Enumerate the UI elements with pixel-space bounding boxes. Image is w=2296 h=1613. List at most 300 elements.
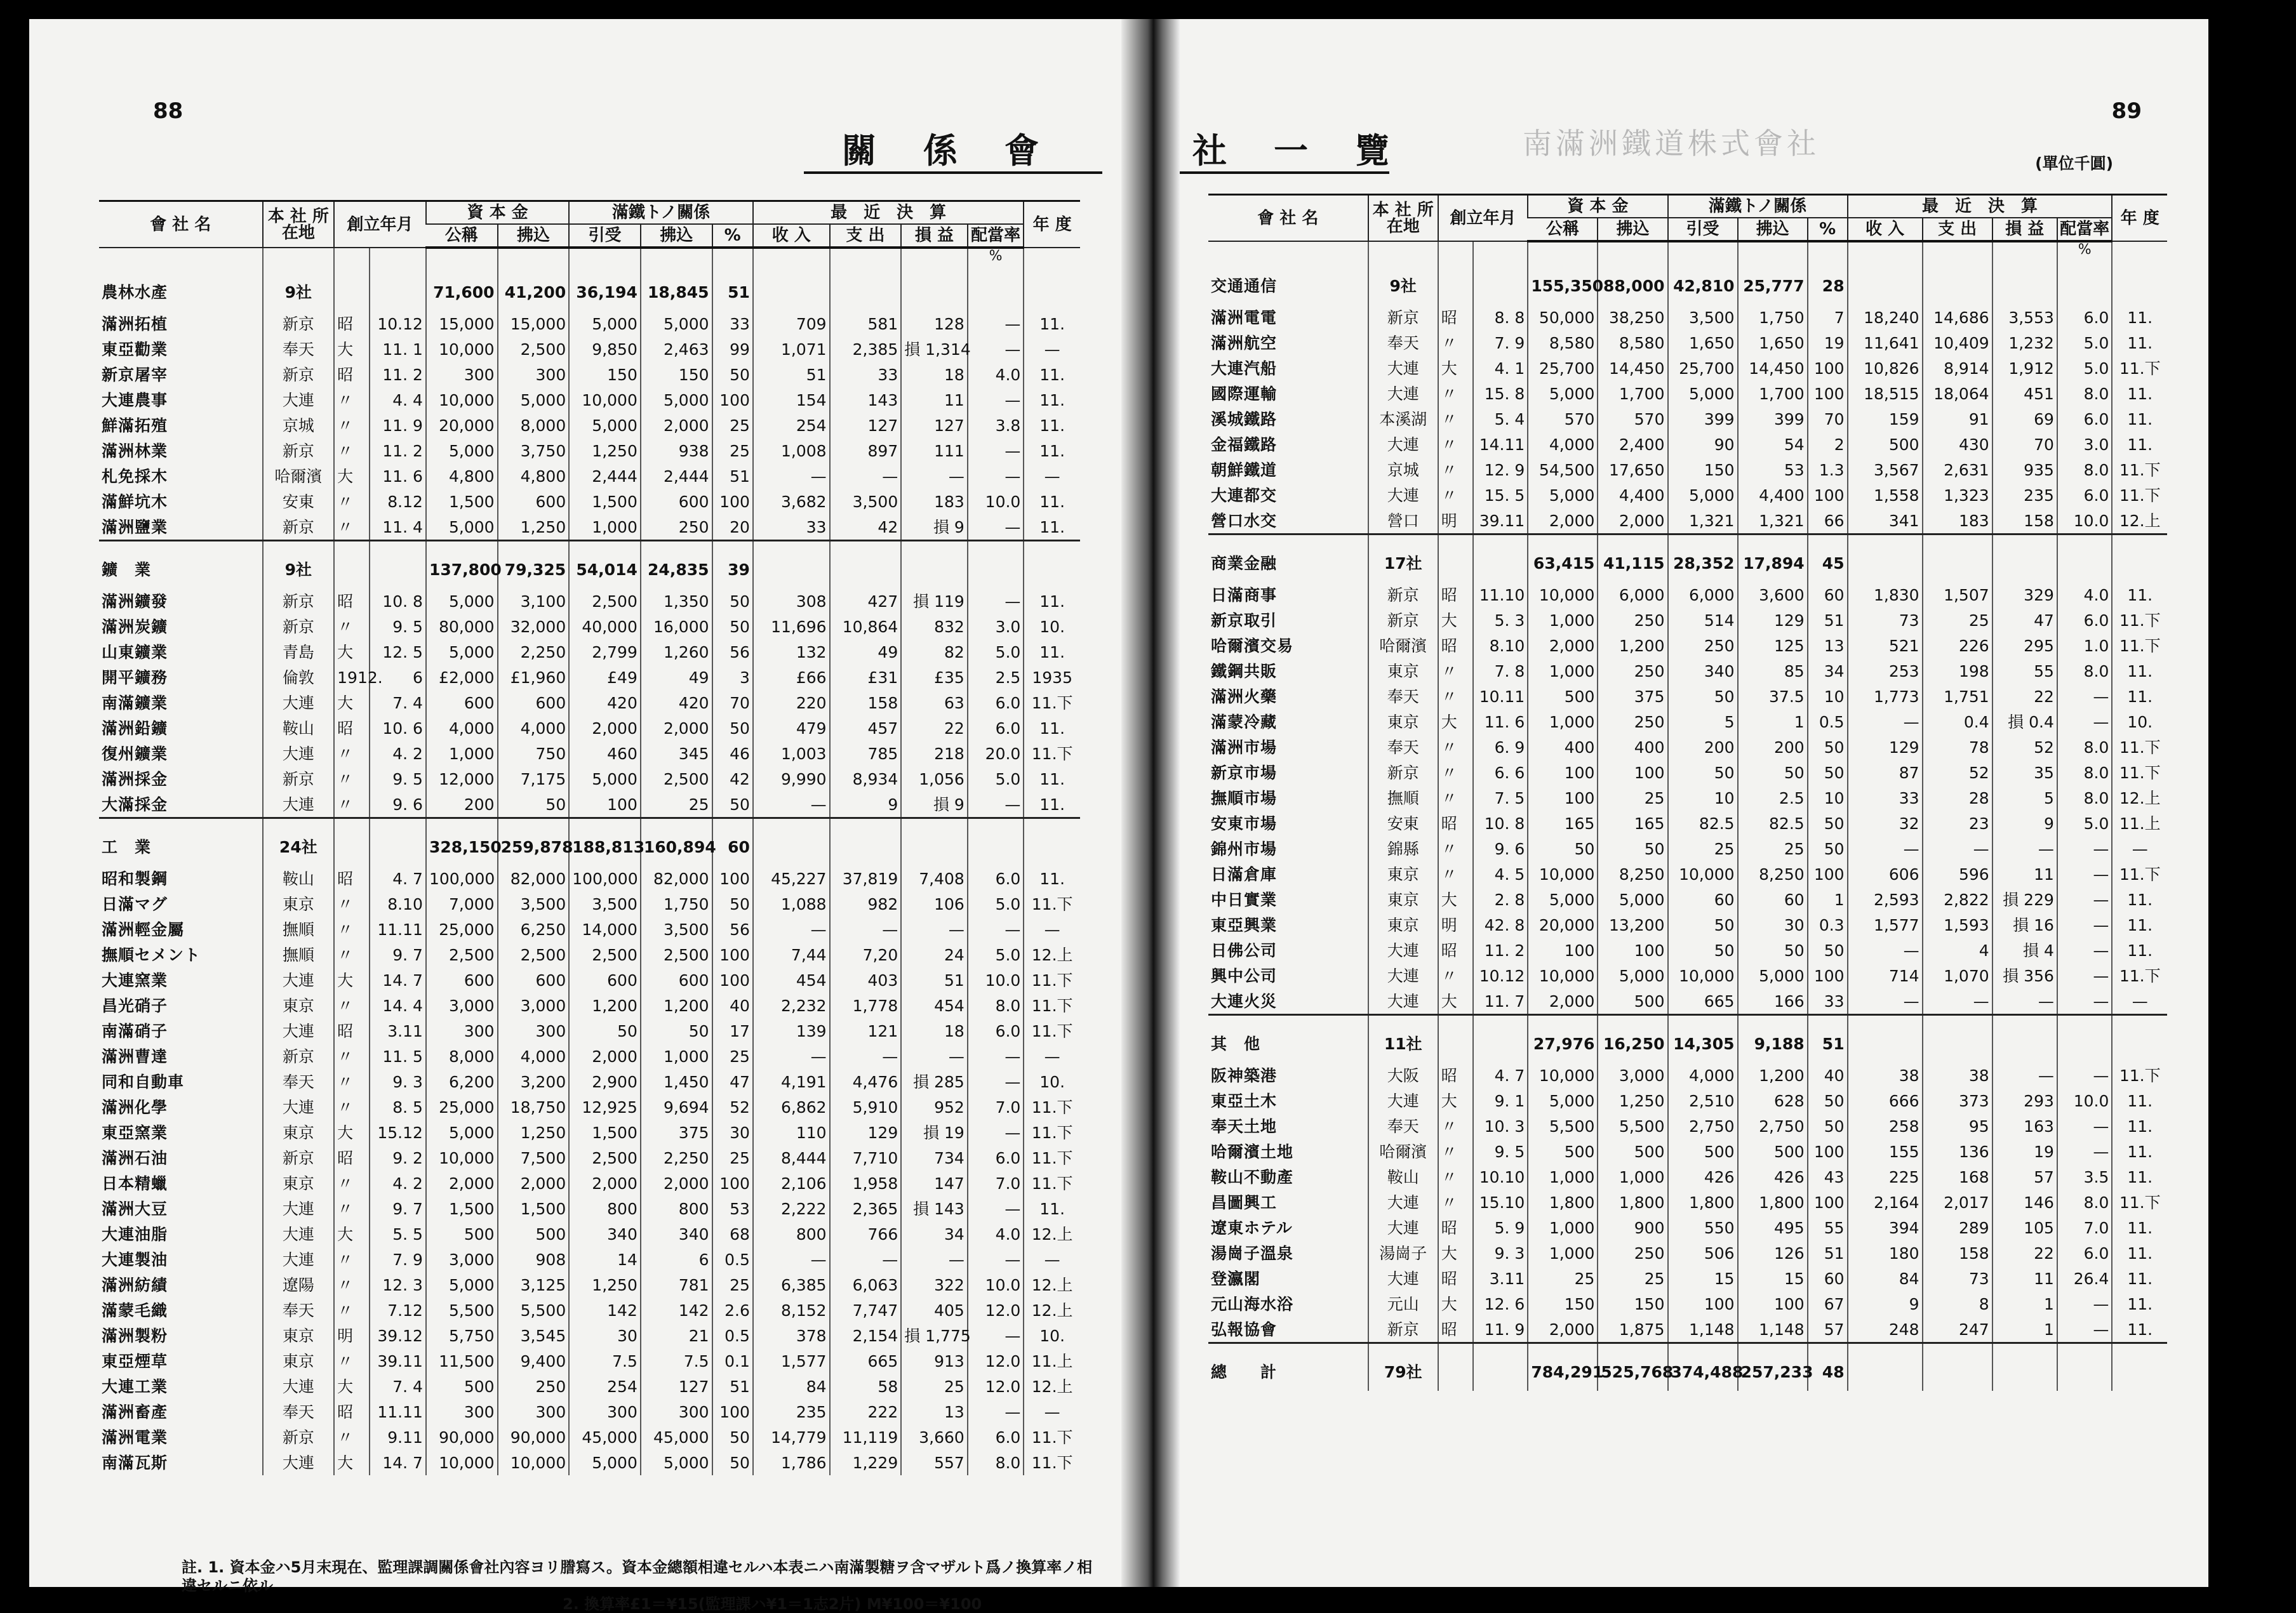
table-cell: 1,000 [1528,1215,1598,1240]
group-total: 24,835 [641,541,712,589]
table-cell: 5.0 [968,766,1024,792]
location-cell: 倫敦 [263,665,335,690]
empty-cell [1598,241,1667,258]
company-name: 哈爾濱交易 [1211,636,1294,655]
group-header-row [1208,258,2167,305]
era-cell: 昭 [334,866,370,891]
table-cell: 1.0 [2057,633,2112,658]
year-cell: 11.下 [2112,963,2167,988]
table-cell: 11. 9 [1473,1317,1528,1343]
location-cell: 大阪 [1368,1063,1438,1088]
table-cell: 427 [830,588,902,614]
table-cell: 損 356 [1992,963,2057,988]
year-cell: 11. [2112,887,2167,912]
column-header: 拂込 [1598,218,1667,241]
era-cell: 大 [1438,1088,1473,1113]
table-cell: 426 [1738,1164,1808,1190]
year-cell: 11.下 [1024,1018,1080,1044]
table-cell: 10.0 [2057,508,2112,534]
table-cell: 1,830 [1848,582,1923,607]
column-header: 會 社 名 [99,201,263,248]
table-cell: 235 [1992,482,2057,508]
table-cell: 8.0 [968,993,1024,1018]
table-cell: 5,000 [1598,887,1667,912]
table-cell: 4,400 [1738,482,1808,508]
table-cell: 7,710 [830,1145,902,1171]
table-cell: 225 [1848,1164,1923,1190]
column-header: % [1808,218,1848,241]
percent-mark: % [968,248,1024,264]
table-cell: 39.11 [1473,508,1528,534]
table-cell: 665 [830,1348,902,1374]
empty-cell [1738,241,1808,258]
table-cell: — [968,792,1024,818]
table-row [99,1450,1080,1475]
table-cell: 5.0 [2057,330,2112,355]
empty-cell [1923,1343,1992,1391]
table-cell: 6,385 [753,1272,830,1298]
era-cell: 〃 [1438,684,1473,709]
era-cell: 〃 [334,917,370,942]
table-cell: 19 [1808,330,1848,355]
table-cell: 8,934 [830,766,902,792]
page-number: 88 [153,98,184,124]
table-cell: 60 [1808,582,1848,607]
table-cell: 3.0 [2057,432,2112,457]
era-cell: 〃 [334,891,370,917]
year-cell: 11. [1024,489,1080,514]
table-cell: 3,500 [498,891,570,917]
table-row [99,311,1080,336]
table-row [99,362,1080,387]
table-cell: 50 [712,792,753,818]
table-cell: 2,463 [641,336,712,362]
table-cell: 損 1,314 [901,336,968,362]
table-cell: 69 [1992,406,2057,432]
table-cell: 14.11 [1473,432,1528,457]
year-cell: 11.下 [1024,1145,1080,1171]
footnote: 2. 換算率£1＝¥15(監理課ハ¥1＝1志2片) M¥100＝¥100 [563,1595,982,1613]
table-row [1208,457,2167,482]
table-cell: 250 [1598,658,1667,684]
company-name: 滿洲拓植 [102,314,168,333]
table-cell: 7. 5 [1473,785,1528,811]
table-row [1208,508,2167,534]
table-cell: 800 [641,1196,712,1221]
table-row [99,1323,1080,1348]
table-cell: 14 [569,1247,641,1272]
table-cell: 2,365 [830,1196,902,1221]
era-cell: 〃 [334,741,370,766]
table-cell: 50 [1808,1113,1848,1139]
location-cell: 東京 [263,891,335,917]
table-cell: 1,000 [1598,1164,1667,1190]
table-cell: 49 [641,665,712,690]
table-cell: 952 [901,1094,968,1120]
column-header: 配當率 [2057,218,2112,241]
era-cell: 〃 [334,438,370,463]
table-cell: 1,148 [1668,1317,1738,1343]
table-cell: 420 [641,690,712,715]
table-cell: 42. 8 [1473,912,1528,938]
table-cell: 18 [901,1018,968,1044]
table-cell: 5,000 [641,387,712,413]
location-cell: 東京 [1368,709,1438,734]
table-cell: 25 [1923,607,1992,633]
location-cell: 新京 [263,514,335,541]
empty-cell [1992,241,2057,258]
table-cell: 2,500 [569,1145,641,1171]
table-cell: — [1992,836,2057,861]
table-cell: 460 [569,741,641,766]
table-cell: 10,000 [1668,861,1738,887]
table-cell: 5. 3 [1473,607,1528,633]
empty-cell [901,248,968,264]
group-header-row [99,264,1080,311]
table-cell: 506 [1668,1240,1738,1266]
company-name: 滿洲炭鑛 [102,617,168,636]
table-cell: 500 [426,1221,498,1247]
table-cell: 100 [1808,861,1848,887]
era-cell: 〃 [334,942,370,967]
table-row [1208,963,2167,988]
table-cell: 4,000 [1528,432,1598,457]
table-cell: 10.0 [968,489,1024,514]
table-cell: 50 [641,1018,712,1044]
empty-cell [753,264,830,311]
location-cell: 新京 [263,766,335,792]
table-cell: 12. 5 [370,639,426,665]
table-cell: 159 [1848,406,1923,432]
table-cell: 9,990 [753,766,830,792]
table-cell: 734 [901,1145,968,1171]
year-cell: 1935 [1024,665,1080,690]
table-cell: 9. 7 [370,942,426,967]
table-cell: 1,250 [498,1120,570,1145]
table-cell: 100 [1738,1291,1808,1317]
table-cell: 52 [1923,760,1992,785]
table-cell: 4,800 [498,463,570,489]
year-cell: 11.下 [2112,1063,2167,1088]
table-cell: 2,444 [569,463,641,489]
table-cell: 7,20 [830,942,902,967]
table-cell: 125 [1738,633,1808,658]
table-cell: 11,500 [426,1348,498,1374]
table-cell: 11. 6 [1473,709,1528,734]
table-cell: 4,400 [1598,482,1667,508]
column-header: 引受 [569,224,641,248]
table-cell: 1,751 [1923,684,1992,709]
table-cell: 50 [1668,760,1738,785]
table-cell: 50 [498,792,570,818]
table-cell: 2,500 [641,766,712,792]
table-row [99,1044,1080,1069]
table-cell: 50 [1808,811,1848,836]
table-cell: 99 [712,336,753,362]
grand-total-value: 525,768 [1598,1343,1667,1391]
table-cell: 1,200 [1738,1063,1808,1088]
table-cell: 143 [830,387,902,413]
group-total: 9,188 [1738,1015,1808,1063]
table-cell: 1,750 [641,891,712,917]
table-cell: 95 [1923,1113,1992,1139]
table-cell: 40 [1808,1063,1848,1088]
year-cell: 11.下 [1024,1171,1080,1196]
year-cell: 12.上 [1024,1221,1080,1247]
table-cell: 600 [426,967,498,993]
location-cell: 新京 [263,1145,335,1171]
table-cell: 35 [1992,760,2057,785]
group-count: 24社 [263,818,335,866]
table-cell: 54 [1738,432,1808,457]
table-cell: 600 [641,489,712,514]
location-cell: 京城 [1368,457,1438,482]
company-name: 滿洲林業 [102,441,168,460]
table-cell: 12.0 [968,1298,1024,1323]
table-cell: 1,321 [1738,508,1808,534]
table-cell: 6.0 [968,1424,1024,1450]
table-cell: 損 1,775 [901,1323,968,1348]
table-cell: 4,000 [426,715,498,741]
table-row [1208,760,2167,785]
table-cell: 100 [712,1399,753,1424]
table-cell: 2,631 [1923,457,1992,482]
table-cell: 6 [370,665,426,690]
table-row [99,1374,1080,1399]
table-cell: 132 [753,639,830,665]
year-cell: 11. [2112,582,2167,607]
table-cell: 50 [1598,836,1667,861]
table-cell: 128 [901,311,968,336]
era-cell: 〃 [1438,457,1473,482]
table-cell: 8.0 [2057,1190,2112,1215]
table-cell: 111 [901,438,968,463]
table-cell: 5,750 [426,1323,498,1348]
location-cell: 大連 [1368,1266,1438,1291]
table-cell: 293 [1992,1088,2057,1113]
era-cell: 〃 [1438,760,1473,785]
location-cell: 大連 [1368,355,1438,381]
table-row [1208,861,2167,887]
table-cell: 665 [1668,988,1738,1015]
table-cell: 11. 2 [370,438,426,463]
table-cell: 84 [1848,1266,1923,1291]
grand-total-count: 79社 [1368,1343,1438,1391]
company-name: 東亞勸業 [102,340,168,359]
location-cell: 本溪湖 [1368,406,1438,432]
empty-cell [2112,1015,2167,1063]
era-cell: 大 [1438,988,1473,1015]
table-cell: 2,000 [1598,508,1667,534]
table-cell: 14. 7 [370,1450,426,1475]
era-cell: 〃 [334,387,370,413]
table-cell: 3,500 [641,917,712,942]
table-cell: 200 [426,792,498,818]
year-cell: 11. [1024,639,1080,665]
table-cell: 1,250 [569,1272,641,1298]
table-cell: 24 [901,942,968,967]
table-cell: — [1848,709,1923,734]
table-cell: 67 [1808,1291,1848,1317]
table-cell: 7.5 [641,1348,712,1374]
table-cell: 51 [1808,607,1848,633]
table-cell: 損 229 [1992,887,2057,912]
table-cell: 399 [1668,406,1738,432]
table-cell: 15.10 [1473,1190,1528,1215]
table-cell: 1,071 [753,336,830,362]
era-cell: 昭 [1438,1317,1473,1343]
table-cell: 11.11 [370,917,426,942]
empty-cell [1024,264,1080,311]
table-cell: 666 [1848,1088,1923,1113]
location-cell: 哈爾濱 [1368,633,1438,658]
table-row [1208,734,2167,760]
table-cell: 400 [1598,734,1667,760]
empty-cell [753,818,830,866]
table-row [1208,1063,2167,1088]
group-header-row [99,818,1080,866]
table-cell: 100,000 [569,866,641,891]
company-name: 滿洲採金 [102,769,168,788]
location-cell: 新京 [263,1424,335,1450]
table-cell: 1,912 [1992,355,2057,381]
table-cell: — [968,514,1024,541]
table-cell: 106 [901,891,968,917]
group-total: 45 [1808,534,1848,583]
table-cell: 596 [1923,861,1992,887]
table-row [99,1171,1080,1196]
table-cell: 47 [1992,607,2057,633]
company-name: 撫順セメント [102,945,201,964]
table-cell: 22 [1992,684,2057,709]
table-cell: 損 4 [1992,938,2057,963]
company-name: 日滿マグ [102,894,168,913]
table-cell: 12. 3 [370,1272,426,1298]
table-cell: 5,000 [641,311,712,336]
table-cell: 300 [426,1399,498,1424]
year-cell: 11.下 [1024,1424,1080,1450]
location-cell: 大連 [1368,1190,1438,1215]
location-cell: 鞍山 [263,866,335,891]
column-header: 損 益 [901,224,968,248]
table-row [99,741,1080,766]
table-cell: 10 [1808,684,1848,709]
table-cell: 14,450 [1738,355,1808,381]
era-cell: 〃 [334,792,370,818]
location-cell: 遼陽 [263,1272,335,1298]
company-name: 湯崗子溫泉 [1211,1244,1294,1263]
table-cell: 495 [1738,1215,1808,1240]
table-row [99,993,1080,1018]
table-cell: 1 [1808,887,1848,912]
table-cell: 25 [1668,836,1738,861]
table-cell: 378 [753,1323,830,1348]
column-header: 年 度 [2112,195,2167,242]
table-cell: 166 [1738,988,1808,1015]
table-cell: 1,200 [641,993,712,1018]
footnote: 註. 1. 資本金ハ5月末現在、監理課調關係會社內容ヨリ謄寫ス。資本金總額相違セルハ本表ニハ南滿製糖ヲ含マザルト爲ノ換算率ノ相違セルニ依ル [182,1558,1093,1595]
table-cell: 165 [1598,811,1667,836]
table-row [1208,1317,2167,1343]
year-cell: 11.下 [1024,1120,1080,1145]
table-cell: 10,000 [1668,963,1738,988]
era-cell: 〃 [334,1298,370,1323]
table-cell: 0.5 [712,1247,753,1272]
location-cell: 奉天 [263,1298,335,1323]
table-cell: — [2057,988,2112,1015]
table-cell: 1,232 [1992,330,2057,355]
table-row [1208,1190,2167,1215]
table-cell: 147 [901,1171,968,1196]
stamp: 南滿洲鐵道株式會社 [1523,126,1820,161]
company-name: 滿洲航空 [1211,333,1278,352]
table-cell: 50 [1808,734,1848,760]
group-header-row [1208,1015,2167,1063]
column-header: 拂込 [498,224,570,248]
company-name: 南滿鑛業 [102,693,168,712]
empty-cell [1024,818,1080,866]
table-cell: 11,119 [830,1424,902,1450]
table-cell: 218 [901,741,968,766]
table-cell: 4,476 [830,1069,902,1094]
table-cell: 14,000 [569,917,641,942]
group-count: 9社 [263,541,335,589]
table-cell: 14,450 [1598,355,1667,381]
table-cell: — [2057,1291,2112,1317]
table-cell: 8,000 [426,1044,498,1069]
table-cell: 4. 4 [370,387,426,413]
table-cell: — [2057,912,2112,938]
year-cell: 11. [1024,866,1080,891]
location-cell: 大連 [263,1247,335,1272]
empty-cell [2112,241,2167,258]
table-row [99,387,1080,413]
table-row [1208,709,2167,734]
table-cell: 289 [1923,1215,1992,1240]
table-cell: 3.8 [968,413,1024,438]
table-cell: 32,000 [498,614,570,639]
table-cell: 250 [498,1374,570,1399]
company-name: 滿洲曹達 [102,1047,168,1066]
column-header: % [712,224,753,248]
table-cell: 4. 7 [1473,1063,1528,1088]
company-name: 新京屠宰 [102,365,168,384]
era-cell: 〃 [1438,482,1473,508]
table-cell: — [968,387,1024,413]
table-cell: 1,200 [1598,633,1667,658]
year-cell: 11. [2112,1240,2167,1266]
group-total: 51 [712,264,753,311]
empty-cell [901,264,968,311]
location-cell: 大連 [263,1196,335,1221]
company-name: 開平鑛務 [102,668,168,687]
location-cell: 撫順 [1368,785,1438,811]
empty-cell [1848,1343,1923,1391]
empty-cell [370,541,426,589]
table-cell: 2,017 [1923,1190,1992,1215]
location-cell: 營口 [1368,508,1438,534]
era-cell: 大 [1438,607,1473,633]
group-total: 328,150 [426,818,498,866]
table-cell: 250 [1598,1240,1667,1266]
location-cell: 東京 [1368,861,1438,887]
empty-cell [1438,534,1473,583]
table-header [1208,195,2167,242]
year-cell: 11.下 [2112,1190,2167,1215]
empty-cell [641,248,712,264]
year-cell: 11.下 [2112,633,2167,658]
table-cell: 9. 3 [370,1069,426,1094]
